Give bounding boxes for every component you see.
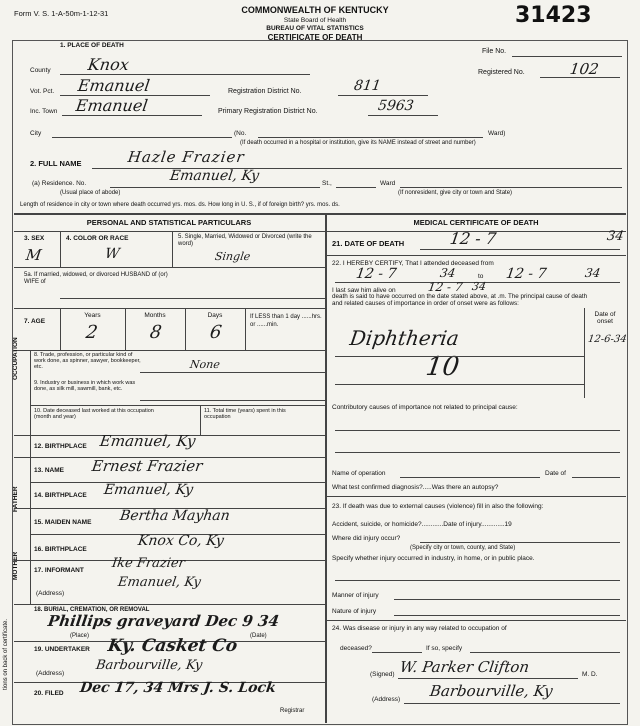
last-saw-label: I last saw him alive on	[332, 287, 396, 294]
informant-label: 17. INFORMANT	[34, 567, 84, 574]
no-label: (No.	[234, 130, 247, 137]
if-so-label: If so, specify	[426, 645, 463, 652]
county-label: County	[30, 67, 51, 74]
birthplace-label: 12. BIRTHPLACE	[34, 443, 87, 450]
less-label: If LESS than 1 day ......hrs. or ......min.	[250, 314, 322, 329]
certify-label: 22. I HEREBY CERTIFY, That I attended deceased from	[332, 260, 494, 267]
burial-place-label: (Place)	[70, 633, 90, 639]
burial-date-label: (Date)	[250, 633, 267, 639]
primary-district-label: Primary Registration District No.	[218, 108, 318, 115]
signed-value: W. Parker Clifton	[398, 658, 531, 676]
last-saw-year: 34	[471, 280, 487, 293]
registered-label: Registered No.	[478, 69, 525, 76]
attended-to-year: 34	[584, 266, 602, 280]
days-label: Days	[207, 312, 223, 319]
cause-value: Diphtheria	[348, 326, 461, 350]
informant-value: Ike Frazier	[110, 556, 186, 571]
city-label: City	[30, 130, 42, 137]
personal-heading: PERSONAL AND STATISTICAL PARTICULARS	[86, 218, 252, 227]
trade-label: 8. Trade, profession, or particular kind of work done, as spinner, sawyer, bookkeeper, etc.	[34, 352, 141, 371]
sex-value: M	[24, 246, 43, 264]
informant-address-value: Emanuel, Ky	[116, 575, 202, 590]
months-label: Months	[144, 312, 166, 319]
certificate-number: 31423	[515, 3, 592, 28]
days-value: 6	[208, 322, 223, 343]
place-of-death-label: 1. PLACE OF DEATH	[60, 42, 124, 49]
undertaker-value: Ky. Casket Co	[106, 636, 239, 656]
vot-value: Emanuel	[76, 76, 151, 95]
attended-from-year: 34	[439, 266, 457, 280]
years-label: Years	[84, 312, 101, 319]
father-name-value: Ernest Frazier	[90, 457, 204, 475]
filed-label: 20. FILED	[34, 690, 64, 697]
certificate-title: CERTIFICATE OF DEATH	[267, 33, 363, 42]
certificate-border	[12, 40, 628, 725]
inc-town-value: Emanuel	[74, 96, 149, 115]
deceased-label: deceased?	[340, 645, 372, 652]
filed-value: Dec 17, 34 Mrs J. S. Lock	[78, 680, 277, 696]
residence-label: (a) Residence. No.	[32, 180, 87, 187]
disease-label: 24. Was disease or injury in any way related to occupation of	[332, 625, 507, 632]
mother-birthplace-value: Knox Co, Ky	[136, 533, 225, 549]
husband-label: 5a. If married, widowed, or divorced HUSBAND of (or) WIFE of	[24, 272, 168, 285]
bureau-title: BUREAU OF VITAL STATISTICS	[266, 25, 364, 32]
where-label: Where did injury occur?	[332, 535, 401, 542]
full-name-value: Hazle Frazier	[126, 148, 246, 166]
contributory-label: Contributory causes of importance not related to principal cause:	[332, 404, 518, 411]
file-label: File No.	[482, 48, 507, 55]
birthplace-value: Emanuel, Ky	[98, 432, 197, 450]
attended-to-value: 12 - 7	[504, 266, 548, 282]
undertaker-address-value: Barbourville, Ky	[94, 658, 204, 673]
form-number: Form V. S. 1-A-50m-1-12-31	[14, 9, 109, 18]
marital-label: 5. Single, Married, Widowed or Divorced (write the word)	[178, 234, 312, 247]
age-label: 7. AGE	[24, 318, 46, 325]
medical-heading: MEDICAL CERTIFICATE OF DEATH	[413, 218, 539, 227]
color-label: 4. COLOR OR RACE	[66, 235, 129, 242]
undertaker-address-label: (Address)	[36, 670, 65, 677]
address-label-medical: (Address)	[372, 696, 401, 703]
external-label: 23. If death was due to external causes (violence) fill in also the following:	[332, 503, 544, 510]
maiden-name-value: Bertha Mayhan	[118, 508, 231, 524]
commonwealth-title: COMMONWEALTH OF KENTUCKY	[241, 5, 389, 15]
back-note: tions on back of certificate.	[3, 618, 9, 690]
attended-from-value: 12 - 7	[354, 266, 398, 282]
date-worked-label: 10. Date deceased last worked at this occupation (month and year)	[34, 408, 154, 421]
specify-note: (Specify city or town, county, and State)	[410, 545, 516, 551]
address-value-medical: Barbourville, Ky	[428, 682, 554, 700]
undertaker-label: 19. UNDERTAKER	[34, 646, 90, 653]
years-value: 2	[84, 322, 99, 343]
st-label: St.,	[322, 180, 332, 187]
residence-value: Emanuel, Ky	[168, 168, 261, 184]
mother-birthplace-label: 16. BIRTHPLACE	[34, 546, 87, 553]
total-time-label: 11. Total time (years) spent in this occupation	[204, 408, 286, 421]
vot-label: Vot. Pct.	[30, 88, 55, 95]
accident-label: Accident, suicide, or homicide?............Date of injury.............19	[332, 521, 512, 528]
reg-district-label: Registration District No.	[228, 88, 302, 95]
trade-value: None	[189, 358, 221, 371]
father-side-label: FATHER	[12, 486, 19, 512]
registrar-label: Registrar	[280, 708, 305, 714]
sex-label: 3. SEX	[24, 235, 45, 242]
to-label: to	[478, 273, 484, 280]
manner-label: Manner of injury	[332, 592, 379, 599]
usual-note: (Usual place of abode)	[60, 190, 121, 196]
date-of-onset-label: Date of onset	[594, 311, 616, 326]
occupation-side-label: OCCUPATION	[12, 337, 19, 380]
primary-district-value: 5963	[376, 98, 415, 114]
specify-label: Specify whether injury occurred in industry, in home, or in public place.	[332, 555, 535, 562]
date-of-death-value: 12 - 7	[448, 229, 498, 248]
signed-label: (Signed)	[370, 671, 395, 678]
full-name-label: 2. FULL NAME	[30, 159, 82, 168]
reg-district-value: 811	[352, 78, 382, 94]
father-birthplace-label: 14. BIRTHPLACE	[34, 492, 87, 499]
nature-label: Nature of injury	[332, 608, 377, 615]
operation-label: Name of operation	[332, 470, 386, 477]
registered-value: 102	[568, 60, 600, 78]
burial-value: Phillips graveyard Dec 9 34	[46, 612, 281, 630]
maiden-name-label: 15. MAIDEN NAME	[34, 519, 92, 526]
months-value: 8	[148, 322, 163, 343]
inc-town-label: Inc. Town	[30, 108, 58, 115]
ward-label: Ward)	[488, 130, 506, 137]
date-of-death-label: 21. DATE OF DEATH	[332, 239, 405, 248]
informant-address-label: (Address)	[36, 590, 65, 597]
hospital-note: (If death occurred in a hospital or institution, give its NAME instead of street and number)	[240, 140, 476, 146]
father-birthplace-value: Emanuel, Ky	[102, 482, 195, 498]
last-saw-value: 12 - 7	[427, 280, 464, 294]
length-note: Length of residence in city or town where death occurred yrs. mos. ds. How long in U. S., if of foreign birth? yrs. mos. ds.	[20, 202, 340, 208]
mother-side-label: MOTHER	[12, 551, 19, 580]
burial-label: 18. BURIAL, CREMATION, OR REMOVAL	[34, 607, 150, 613]
onset-value: 12-6-34	[587, 334, 628, 345]
cause-code: 10	[423, 352, 462, 382]
test-label: What test confirmed diagnosis?.....Was there an autopsy?	[332, 484, 499, 491]
nonresident-note: (If nonresident, give city or town and State)	[398, 190, 513, 196]
color-value: W	[103, 246, 121, 262]
date-of-death-year: 34	[605, 229, 625, 244]
ward-label-2: Ward	[380, 180, 396, 187]
death-note: death is said to have occurred on the date stated above, at .m. The principal cause of death and related causes of importance in order of onset were as follows:	[332, 293, 588, 307]
operation-date-label: Date of	[545, 470, 566, 477]
county-value: Knox	[86, 55, 131, 74]
board-title: State Board of Health	[283, 17, 347, 24]
marital-value: Single	[214, 250, 252, 263]
industry-label: 9. Industry or business in which work was done, as silk mill, sawmill, bank, etc.	[34, 380, 136, 393]
father-name-label: 13. NAME	[34, 467, 64, 474]
md-label: M. D.	[582, 671, 598, 678]
